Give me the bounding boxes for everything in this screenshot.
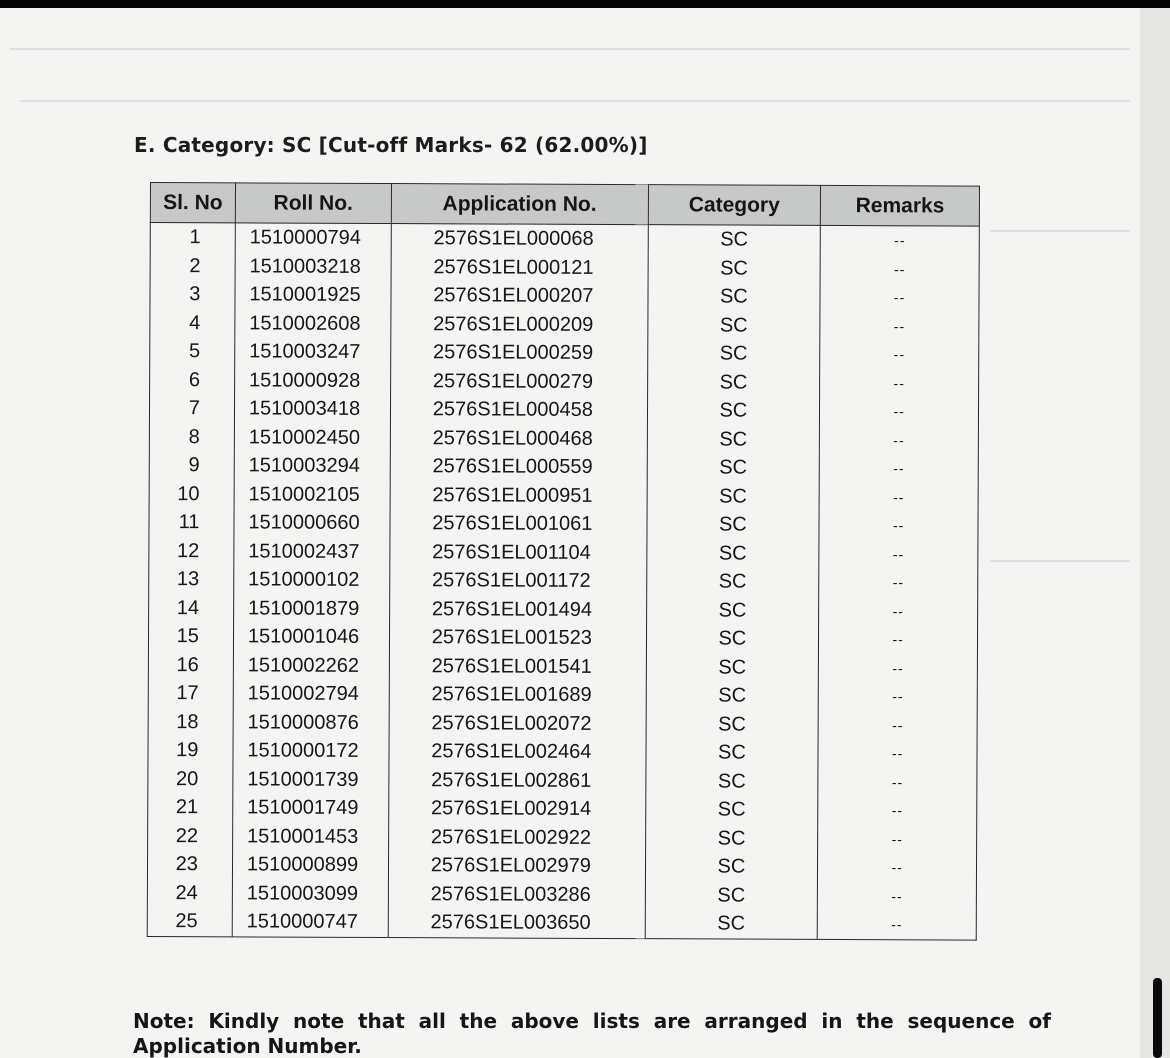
table-row bbox=[149, 565, 978, 597]
cell-roll-no: 1510002608 bbox=[235, 309, 391, 338]
column-header-category: Category bbox=[648, 185, 821, 226]
cell-sl-no: 10 bbox=[149, 479, 234, 508]
cell-sl-no: 21 bbox=[148, 793, 233, 822]
table-row bbox=[149, 422, 978, 454]
cell-application-no: 2576S1EL000121 bbox=[391, 253, 648, 283]
cell-sl-no: 2 bbox=[150, 252, 235, 281]
cell-category: SC bbox=[646, 681, 819, 710]
cell-category: SC bbox=[646, 738, 819, 767]
column-header-application-no: Application No. bbox=[391, 184, 648, 225]
column-header-remarks: Remarks bbox=[821, 185, 980, 226]
column-header-sl-no: Sl. No bbox=[150, 183, 235, 223]
cell-category: SC bbox=[648, 225, 821, 255]
table-row bbox=[148, 736, 977, 768]
cell-category: SC bbox=[646, 510, 819, 539]
cell-sl-no: 24 bbox=[147, 878, 232, 907]
cell-roll-no: 1510001879 bbox=[233, 594, 389, 623]
cell-application-no: 2576S1EL002861 bbox=[389, 766, 646, 796]
cell-remarks: -- bbox=[820, 368, 979, 397]
table-row bbox=[147, 907, 976, 940]
cell-category: SC bbox=[646, 710, 819, 739]
cell-remarks: -- bbox=[819, 596, 978, 625]
table-row bbox=[149, 593, 978, 625]
table-header-row bbox=[150, 183, 979, 227]
cell-remarks: -- bbox=[818, 739, 977, 768]
cell-sl-no: 1 bbox=[150, 223, 235, 252]
cell-roll-no: 1510002794 bbox=[233, 679, 389, 708]
cell-roll-no: 1510002437 bbox=[234, 537, 390, 566]
table-row bbox=[149, 394, 978, 426]
cell-sl-no: 7 bbox=[149, 394, 234, 423]
table-row bbox=[148, 679, 977, 711]
cell-application-no: 2576S1EL000559 bbox=[390, 452, 647, 482]
table-row bbox=[150, 223, 979, 256]
cell-roll-no: 1510002262 bbox=[233, 651, 389, 680]
cell-remarks: -- bbox=[819, 454, 978, 483]
cell-roll-no: 1510003418 bbox=[234, 394, 390, 423]
cell-category: SC bbox=[646, 539, 819, 568]
cell-application-no: 2576S1EL003650 bbox=[388, 908, 645, 938]
cell-category: SC bbox=[647, 396, 820, 425]
cell-application-no: 2576S1EL000468 bbox=[390, 424, 647, 454]
cell-roll-no: 1510001749 bbox=[233, 793, 389, 822]
cell-remarks: -- bbox=[819, 653, 978, 682]
cell-roll-no: 1510000172 bbox=[233, 736, 389, 765]
cell-remarks: -- bbox=[817, 910, 976, 940]
cell-roll-no: 1510002105 bbox=[234, 480, 390, 509]
cell-application-no: 2576S1EL002914 bbox=[388, 794, 645, 824]
column-header-roll-no: Roll No. bbox=[235, 183, 391, 224]
cell-category: SC bbox=[645, 824, 818, 853]
table-row bbox=[150, 280, 979, 312]
cell-sl-no: 3 bbox=[150, 280, 235, 309]
bleed-through-line bbox=[990, 230, 1130, 232]
cell-remarks: -- bbox=[820, 283, 979, 312]
cell-category: SC bbox=[647, 368, 820, 397]
cell-category: SC bbox=[646, 596, 819, 625]
cell-category: SC bbox=[646, 624, 819, 653]
table-body bbox=[147, 223, 979, 940]
cell-category: SC bbox=[645, 767, 818, 796]
cell-remarks: -- bbox=[819, 539, 978, 568]
cell-remarks: -- bbox=[818, 767, 977, 796]
scroll-indicator bbox=[1153, 978, 1162, 1058]
cell-roll-no: 1510001739 bbox=[233, 765, 389, 794]
table-row bbox=[148, 821, 977, 853]
cell-sl-no: 23 bbox=[147, 850, 232, 879]
cell-remarks: -- bbox=[820, 340, 979, 369]
cell-category: SC bbox=[645, 909, 818, 939]
cell-application-no: 2576S1EL001689 bbox=[389, 680, 646, 710]
cell-roll-no: 1510000102 bbox=[234, 565, 390, 594]
cell-roll-no: 1510001925 bbox=[235, 280, 391, 309]
cell-sl-no: 17 bbox=[148, 679, 233, 708]
cell-remarks: -- bbox=[818, 796, 977, 825]
cell-application-no: 2576S1EL001523 bbox=[389, 623, 646, 653]
cell-category: SC bbox=[645, 852, 818, 881]
cell-application-no: 2576S1EL001061 bbox=[390, 509, 647, 539]
cell-sl-no: 11 bbox=[149, 508, 234, 537]
table-row bbox=[149, 508, 978, 540]
cell-application-no: 2576S1EL001494 bbox=[389, 595, 646, 625]
cell-application-no: 2576S1EL002072 bbox=[389, 709, 646, 739]
cell-application-no: 2576S1EL000259 bbox=[390, 338, 647, 368]
cell-remarks: -- bbox=[818, 682, 977, 711]
cell-application-no: 2576S1EL001541 bbox=[389, 652, 646, 682]
cell-roll-no: 1510000899 bbox=[232, 850, 388, 879]
cell-roll-no: 1510000747 bbox=[232, 907, 388, 937]
cell-application-no: 2576S1EL001104 bbox=[390, 538, 647, 568]
table-row bbox=[148, 707, 977, 739]
results-table bbox=[147, 182, 980, 940]
cell-application-no: 2576S1EL000951 bbox=[390, 481, 647, 511]
bleed-through-line bbox=[10, 48, 1130, 50]
cell-remarks: -- bbox=[819, 482, 978, 511]
cell-sl-no: 19 bbox=[148, 736, 233, 765]
footnote: Note: Kindly note that all the above lists are arranged in the sequence of Application Number. bbox=[133, 1009, 1051, 1058]
cell-roll-no: 1510003218 bbox=[235, 252, 391, 281]
table-row bbox=[149, 451, 978, 483]
cell-category: SC bbox=[647, 425, 820, 454]
cell-remarks: -- bbox=[820, 225, 979, 255]
cell-category: SC bbox=[646, 567, 819, 596]
cell-roll-no: 1510003294 bbox=[234, 451, 390, 480]
table-row bbox=[148, 650, 977, 682]
cell-application-no: 2576S1EL002464 bbox=[389, 737, 646, 767]
cell-roll-no: 1510003247 bbox=[235, 337, 391, 366]
cell-application-no: 2576S1EL000458 bbox=[390, 395, 647, 425]
cell-category: SC bbox=[648, 254, 821, 283]
table-row bbox=[150, 309, 979, 341]
table-row bbox=[148, 793, 977, 825]
cell-category: SC bbox=[647, 339, 820, 368]
cell-sl-no: 18 bbox=[148, 707, 233, 736]
cell-application-no: 2576S1EL000068 bbox=[391, 224, 648, 254]
cell-remarks: -- bbox=[820, 397, 979, 426]
cell-roll-no: 1510000928 bbox=[234, 366, 390, 395]
table-row bbox=[150, 337, 979, 369]
cell-remarks: -- bbox=[818, 881, 977, 910]
cell-remarks: -- bbox=[819, 511, 978, 540]
table-row bbox=[147, 878, 976, 910]
cell-category: SC bbox=[647, 453, 820, 482]
table-row bbox=[148, 622, 977, 654]
cell-sl-no: 16 bbox=[148, 650, 233, 679]
cell-application-no: 2576S1EL000279 bbox=[390, 367, 647, 397]
cell-category: SC bbox=[645, 881, 818, 910]
cell-sl-no: 20 bbox=[148, 764, 233, 793]
cell-roll-no: 1510001046 bbox=[233, 622, 389, 651]
cell-application-no: 2576S1EL003286 bbox=[388, 880, 645, 910]
cell-sl-no: 15 bbox=[148, 622, 233, 651]
bleed-through-line bbox=[20, 100, 1130, 102]
cell-category: SC bbox=[647, 311, 820, 340]
cell-sl-no: 9 bbox=[149, 451, 234, 480]
cell-remarks: -- bbox=[818, 710, 977, 739]
cell-sl-no: 4 bbox=[150, 309, 235, 338]
cell-sl-no: 25 bbox=[147, 907, 232, 936]
cell-remarks: -- bbox=[818, 824, 977, 853]
cell-roll-no: 1510001453 bbox=[232, 822, 388, 851]
table-row bbox=[150, 366, 979, 398]
table-row bbox=[147, 850, 976, 882]
cell-application-no: 2576S1EL000209 bbox=[391, 310, 648, 340]
cell-application-no: 2576S1EL002922 bbox=[388, 823, 645, 853]
cell-category: SC bbox=[647, 482, 820, 511]
cell-roll-no: 1510000876 bbox=[233, 708, 389, 737]
cell-application-no: 2576S1EL002979 bbox=[388, 851, 645, 881]
cell-category: SC bbox=[646, 653, 819, 682]
section-heading: E. Category: SC [Cut-off Marks- 62 (62.00%)] bbox=[134, 133, 648, 157]
cell-remarks: -- bbox=[819, 625, 978, 654]
cell-application-no: 2576S1EL001172 bbox=[389, 566, 646, 596]
cell-remarks: -- bbox=[820, 311, 979, 340]
cell-sl-no: 13 bbox=[149, 565, 234, 594]
cell-roll-no: 1510002450 bbox=[234, 423, 390, 452]
cell-remarks: -- bbox=[819, 568, 978, 597]
cell-sl-no: 14 bbox=[149, 593, 234, 622]
cell-sl-no: 6 bbox=[150, 366, 235, 395]
cell-sl-no: 5 bbox=[150, 337, 235, 366]
cell-category: SC bbox=[647, 282, 820, 311]
cell-remarks: -- bbox=[818, 853, 977, 882]
cell-sl-no: 12 bbox=[149, 536, 234, 565]
cell-category: SC bbox=[645, 795, 818, 824]
cell-roll-no: 1510000794 bbox=[235, 223, 391, 253]
cell-roll-no: 1510000660 bbox=[234, 508, 390, 537]
top-dark-band bbox=[0, 0, 1170, 8]
table-row bbox=[148, 764, 977, 796]
cell-application-no: 2576S1EL000207 bbox=[391, 281, 648, 311]
table-row bbox=[150, 252, 979, 284]
cell-sl-no: 22 bbox=[148, 821, 233, 850]
cell-remarks: -- bbox=[820, 425, 979, 454]
table-row bbox=[149, 479, 978, 511]
table-row bbox=[149, 536, 978, 568]
cell-remarks: -- bbox=[820, 254, 979, 283]
cell-sl-no: 8 bbox=[149, 422, 234, 451]
bleed-through-line bbox=[990, 560, 1130, 562]
page-right-edge-shadow bbox=[1140, 8, 1170, 1058]
cell-roll-no: 1510003099 bbox=[232, 879, 388, 908]
